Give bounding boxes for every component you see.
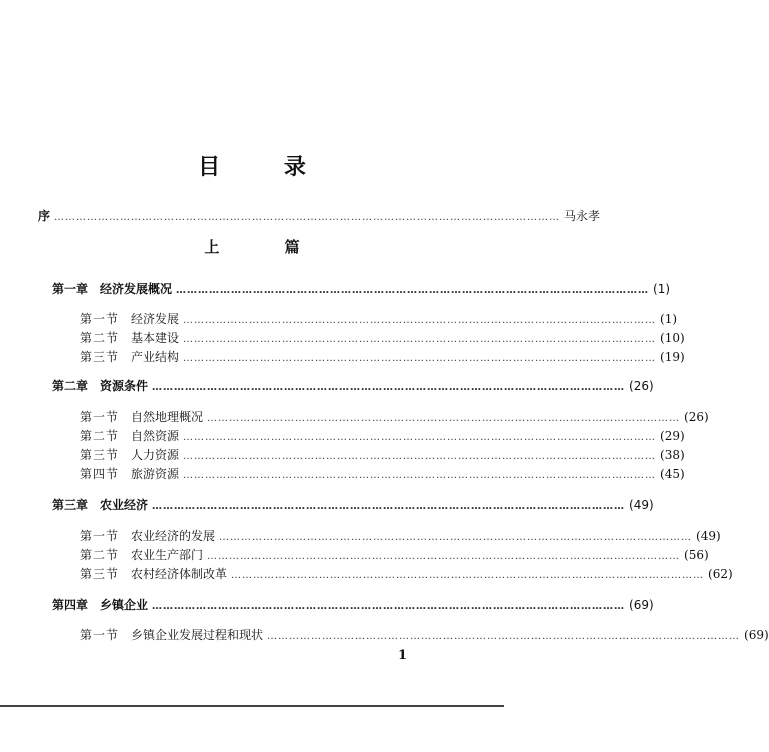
dot-leader: ………………………………………………………………………………………………………………… <box>231 570 705 581</box>
toc-chapter-entry <box>52 281 671 299</box>
section-name: 人力资源 <box>131 448 180 462</box>
section-name: 自然资源 <box>131 429 180 443</box>
section-name: 农村经济体制改革 <box>131 567 228 581</box>
chapter-number: 第一章 <box>52 282 89 296</box>
section-number: 第二节 <box>80 331 120 345</box>
section-number: 第二节 <box>80 548 120 562</box>
chapter-name: 资源条件 <box>100 379 149 393</box>
dot-leader: ………………………………………………………………………………………………………………… <box>183 315 657 326</box>
section-number: 第一节 <box>80 410 120 424</box>
dot-leader: ………………………………………………………………………………………………………………… <box>183 470 657 481</box>
section-page: (10) <box>660 331 685 345</box>
toc-section-entry <box>80 466 685 484</box>
section-page: (69) <box>744 628 769 642</box>
dot-leader: ………………………………………………………………………………………………………………… <box>176 285 650 296</box>
section-name: 基本建设 <box>131 331 180 345</box>
preface-author: 马永孝 <box>564 209 601 223</box>
chapter-name: 乡镇企业 <box>100 598 149 612</box>
section-number: 第一节 <box>80 312 120 326</box>
toc-preface-entry <box>38 208 601 226</box>
section-page: (38) <box>660 448 685 462</box>
dot-leader: ………………………………………………………………………………………………………………… <box>219 532 693 543</box>
dot-leader: ………………………………………………………………………………………………………………… <box>183 353 657 364</box>
toc-section-entry <box>80 528 721 546</box>
dot-leader: ………………………………………………………………………………………………………………… <box>152 601 626 612</box>
section-name: 农业生产部门 <box>131 548 204 562</box>
toc-section-entry <box>80 409 709 427</box>
dot-leader: ………………………………………………………………………………………………………………… <box>152 382 626 393</box>
toc-section-entry <box>80 330 685 348</box>
preface-label: 序 <box>38 209 51 223</box>
chapter-page: (26) <box>629 379 654 393</box>
dot-leader: ………………………………………………………………………………………………………………………… <box>54 212 561 223</box>
chapter-number: 第四章 <box>52 598 89 612</box>
section-page: (19) <box>660 350 685 364</box>
section-name: 乡镇企业发展过程和现状 <box>131 628 264 642</box>
toc-section-entry <box>80 627 769 645</box>
dot-leader: ………………………………………………………………………………………………………………… <box>183 451 657 462</box>
dot-leader: ………………………………………………………………………………………………………………… <box>267 631 741 642</box>
section-number: 第三节 <box>80 567 120 581</box>
section-name: 产业结构 <box>131 350 180 364</box>
footer-rule <box>0 705 504 707</box>
toc-section-entry <box>80 447 685 465</box>
section-number: 第四节 <box>80 467 120 481</box>
section-number: 第二节 <box>80 429 120 443</box>
chapter-page: (1) <box>653 282 671 296</box>
section-page: (62) <box>708 567 733 581</box>
dot-leader: ………………………………………………………………………………………………………………… <box>207 551 681 562</box>
section-page: (29) <box>660 429 685 443</box>
section-page: (49) <box>696 529 721 543</box>
chapter-name: 经济发展概况 <box>100 282 173 296</box>
dot-leader: ………………………………………………………………………………………………………………… <box>183 432 657 443</box>
section-name: 自然地理概况 <box>131 410 204 424</box>
section-page: (56) <box>684 548 709 562</box>
page-number: 1 <box>398 648 408 663</box>
toc-section-entry <box>80 428 685 446</box>
section-page: (1) <box>660 312 678 326</box>
dot-leader: ………………………………………………………………………………………………………………… <box>207 413 681 424</box>
chapter-name: 农业经济 <box>100 498 149 512</box>
toc-chapter-entry <box>52 597 654 615</box>
part-heading: 上 篇 <box>204 238 330 256</box>
toc-section-entry <box>80 349 685 367</box>
chapter-page: (49) <box>629 498 654 512</box>
section-number: 第三节 <box>80 448 120 462</box>
section-number: 第一节 <box>80 529 120 543</box>
section-number: 第一节 <box>80 628 120 642</box>
section-name: 经济发展 <box>131 312 180 326</box>
toc-title: 目 录 <box>198 155 334 180</box>
toc-chapter-entry <box>52 497 654 515</box>
toc-section-entry <box>80 547 709 565</box>
section-name: 旅游资源 <box>131 467 180 481</box>
section-number: 第三节 <box>80 350 120 364</box>
dot-leader: ………………………………………………………………………………………………………………… <box>183 334 657 345</box>
chapter-page: (69) <box>629 598 654 612</box>
section-name: 农业经济的发展 <box>131 529 216 543</box>
section-page: (45) <box>660 467 685 481</box>
chapter-number: 第三章 <box>52 498 89 512</box>
toc-chapter-entry <box>52 378 654 396</box>
dot-leader: ………………………………………………………………………………………………………………… <box>152 501 626 512</box>
section-page: (26) <box>684 410 709 424</box>
toc-section-entry <box>80 566 733 584</box>
toc-section-entry <box>80 311 678 329</box>
chapter-number: 第二章 <box>52 379 89 393</box>
